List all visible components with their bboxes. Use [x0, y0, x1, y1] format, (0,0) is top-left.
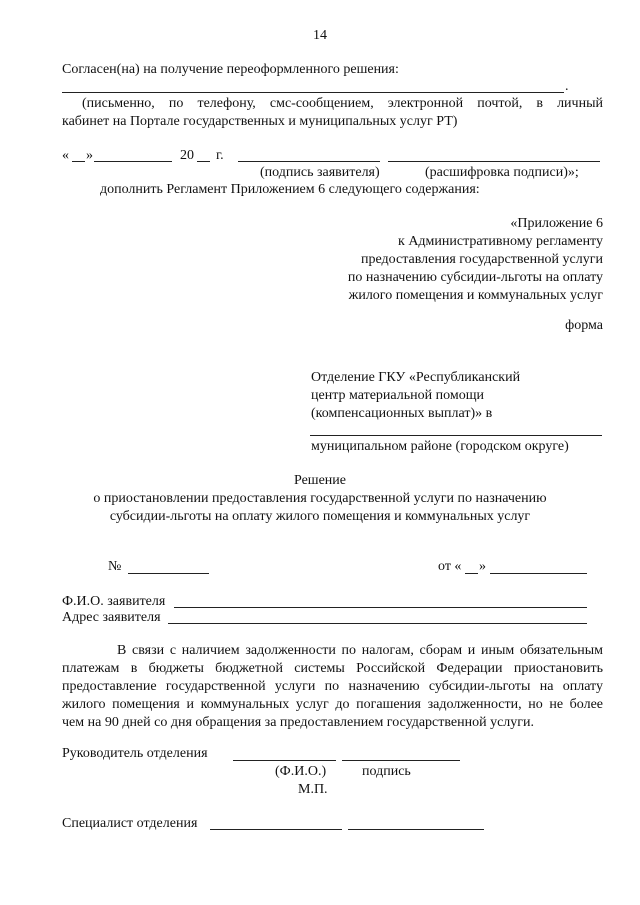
appendix-line4: по назначению субсидии-льготы на оплату [347, 270, 603, 285]
date-day-line [72, 161, 85, 162]
appendix-line1: «Приложение 6 [510, 216, 603, 231]
date-from-day-line [465, 573, 478, 574]
consent-label: Согласен(на) на получение переоформленного решения: [62, 62, 399, 77]
date-month-line [94, 161, 172, 162]
number-label: № [108, 559, 122, 574]
number-line [128, 573, 209, 574]
department-line3: (компенсационных выплат)» в [311, 406, 493, 421]
department-line4: муниципальном районе (городском округе) [311, 439, 569, 454]
decision-title: Решение [293, 473, 346, 488]
date-year-text: 20 [180, 148, 194, 163]
specialist-signature-line [348, 829, 484, 830]
appendix-line3: предоставления государственной услуги [361, 252, 603, 267]
head-signature-caption: подпись [362, 764, 411, 779]
decryption-caption: (расшифровка подписи)»; [425, 165, 579, 180]
date-from-line [490, 573, 587, 574]
date-close-quote: » [86, 148, 93, 163]
consent-methods-line1: (письменно, по телефону, смс-сообщением, электронной почтой, в личный [82, 96, 603, 111]
applicant-address-label: Адрес заявителя [62, 610, 161, 625]
appendix-line2: к Административному регламенту [398, 234, 603, 249]
department-line2: центр материальной помощи [311, 388, 484, 403]
consent-methods-line2: кабинет на Портале государственных и муниципальных услуг РТ) [62, 114, 458, 129]
consent-line [62, 92, 564, 93]
signature-decryption-line [388, 161, 600, 162]
stamp-label: М.П. [298, 782, 328, 797]
head-signature-line [342, 760, 460, 761]
department-district-line [310, 435, 602, 436]
body-line1: В связи с наличием задолженности по налогам, сборам и иным обязательным [117, 643, 603, 658]
date-open-quote: « [62, 148, 69, 163]
form-label: форма [565, 318, 603, 333]
amend-text: дополнить Регламент Приложением 6 следующего содержания: [100, 182, 480, 197]
applicant-signature-line [238, 161, 380, 162]
head-label: Руководитель отделения [62, 746, 208, 761]
applicant-address-line [168, 623, 587, 624]
date-year-suffix: г. [216, 148, 224, 163]
body-line3: предоставление государственной услуги по назначению субсидии-льготы на оплату [62, 679, 603, 694]
specialist-fio-line [210, 829, 342, 830]
date-from-close: » [479, 559, 486, 574]
department-line1: Отделение ГКУ «Республиканский [311, 370, 521, 385]
head-fio-line [233, 760, 336, 761]
applicant-fio-label: Ф.И.О. заявителя [62, 594, 166, 609]
date-year-line [197, 161, 210, 162]
consent-end-mark: . [565, 79, 569, 94]
appendix-line5: жилого помещения и коммунальных услуг [348, 288, 603, 303]
signature-caption: (подпись заявителя) [260, 165, 380, 180]
date-from-label: от « [438, 559, 462, 574]
page-number: 14 [313, 28, 327, 43]
specialist-label: Специалист отделения [62, 816, 198, 831]
body-line5: чем на 90 дней со дня обращения за предоставлением государственной услуги. [62, 715, 535, 730]
head-fio-caption: (Ф.И.О.) [275, 764, 327, 779]
decision-subtitle-line2: субсидии-льготы на оплату жилого помещения и коммунальных услуг [109, 509, 531, 524]
body-line2: платежам в бюджеты бюджетной системы Российской Федерации приостановить [62, 661, 603, 676]
body-line4: жилого помещения и коммунальных услуг до погашения задолженности, но не более [62, 697, 603, 712]
applicant-fio-line [174, 607, 587, 608]
decision-subtitle-line1: о приостановлении предоставления государственной услуги по назначению [93, 491, 547, 506]
